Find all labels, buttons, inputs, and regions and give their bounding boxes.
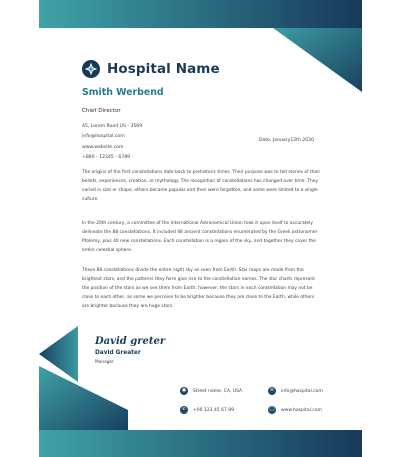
footer-email-text[interactable]: info@hospital.com xyxy=(281,388,323,394)
letter-paragraph: In the 20th century, a committee of the International Astronomical Union took it upon itself to accurately delineate the 88 constellations. It included 48 ancient constellations enumerated by the Greek astronomer Ptolemy, plus 40 new constellations. Each constellation is a region of the sky, and together they cover the entire celestial sphere. xyxy=(82,221,318,254)
sender-phone: +880 - 12345 - 6789 xyxy=(82,154,131,160)
hospital-name: Hospital Name xyxy=(107,61,220,77)
footer-email[interactable] xyxy=(268,387,323,395)
footer-website-text[interactable]: www.hospital.com xyxy=(281,407,322,413)
sender-website: www.website.com xyxy=(82,144,124,150)
hospital-logo-icon xyxy=(82,60,100,78)
globe-icon: ◯ xyxy=(268,406,276,414)
phone-icon: ✆ xyxy=(180,406,188,414)
footer-phone xyxy=(180,406,234,414)
sender-email: info@hospital.com xyxy=(82,134,125,140)
sender-name: Smith Werbend xyxy=(82,87,164,98)
footer-address xyxy=(180,387,242,395)
signatory-name: David Greater xyxy=(95,350,141,356)
bottom-left-shape xyxy=(39,366,128,430)
top-right-shape xyxy=(273,28,362,92)
letter-paragraph: The origins of the first constellations date back to prehistoric times. Their purpose was to tell stories of their beliefs, experiences, creation, or mythology. The recognition of constellations has changed over time. They varied in size or shape, others became popular and then were forgotten, and some were limited to a single culture. xyxy=(82,170,321,203)
top-header-band xyxy=(39,0,362,28)
sender-contact-block xyxy=(82,122,142,163)
signatory-title: Manager xyxy=(95,360,114,365)
email-icon: ✉ xyxy=(268,387,276,395)
footer-address-text: Street name, CA, USA xyxy=(193,388,243,394)
footer-phone-text: +00 123 45 67 89 xyxy=(193,407,234,413)
footer-website[interactable] xyxy=(268,406,322,414)
handwritten-signature: David greter xyxy=(95,336,166,347)
sender-title: Chief Director xyxy=(82,108,121,114)
brand-logo xyxy=(82,60,220,78)
letter-date: Date, January12th 2030 xyxy=(259,138,315,143)
letter-paragraph: These 88 constellations divide the entire night sky as seen from Earth. Star maps are made from the brightest stars, and the patterns they form give rise to the constellation names. The star charts represent the position of the stars as we see them from Earth; however, the stars in each constellation may not be close to each other, as some we perceive to be brighter because they are close to the Earth, while others are brighter because they are huge stars. xyxy=(82,268,315,310)
location-icon: ● xyxy=(180,387,188,395)
sender-address: 45, Lorem Road US - 3569 xyxy=(82,124,143,129)
bottom-footer-band xyxy=(39,430,362,457)
